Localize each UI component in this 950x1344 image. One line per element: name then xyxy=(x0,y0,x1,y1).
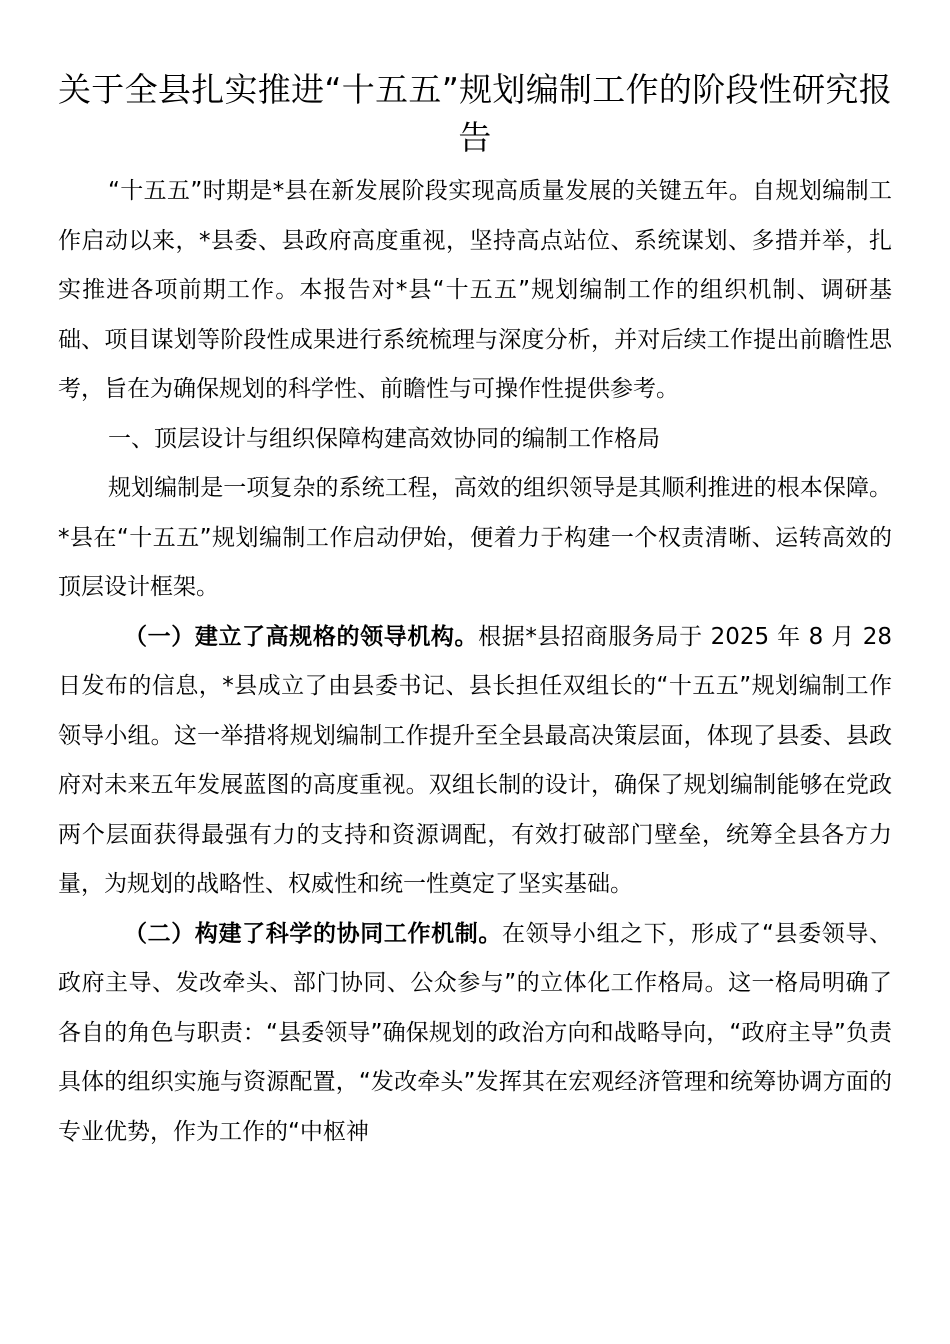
subsection-lead-1: （一）建立了高规格的领导机构。 xyxy=(124,623,479,650)
subsection-lead-2: （二）构建了科学的协同工作机制。 xyxy=(124,920,503,947)
subsection-paragraph-2 xyxy=(58,910,892,1158)
intro-paragraph: “十五五”时期是*县在新发展阶段实现高质量发展的关键五年。自规划编制工作启动以来，*县委、县政府高度重视，坚持高点站位、系统谋划、多措并举，扎实推进各项前期工作。本报告对*县“十五五”规划编制工作的组织机制、调研基础、项目谋划等阶段性成果进行系统梳理与深度分析，并对后续工作提出前瞻性思考，旨在为确保规划的科学性、前瞻性与可操作性提供参考。 xyxy=(58,178,892,402)
section-intro-paragraph: 规划编制是一项复杂的系统工程，高效的组织领导是其顺利推进的根本保障。*县在“十五五”规划编制工作启动伊始，便着力于构建一个权责清晰、运转高效的顶层设计框架。 xyxy=(58,475,892,600)
document-title: 关于全县扎实推进“十五五”规划编制工作的阶段性研究报告 xyxy=(58,70,892,157)
document-page xyxy=(58,66,892,1157)
subsection-body-1: 根据*县招商服务局于 2025 年 8 月 28 日发布的信息，*县成立了由县委书记、县长担任双组长的“十五五”规划编制工作领导小组。这一举措将规划编制工作提升至全县最高决策层面，体现了县委、县政府对未来五年发展蓝图的高度重视。双组长制的设计，确保了规划编制能够在党政两个层面获得最强有力的支持和资源调配，有效打破部门壁垒，统筹全县各方力量，为规划的战略性、权威性和统一性奠定了坚实基础。 xyxy=(58,623,892,897)
section-heading: 一、顶层设计与组织保障构建高效协同的编制工作格局 xyxy=(108,425,660,452)
subsection-body-2: 在领导小组之下，形成了“县委领导、政府主导、发改牵头、部门协同、公众参与”的立体化工作格局。这一格局明确了各自的角色与职责：“县委领导”确保规划的政治方向和战略导向，“政府主导”负责具体的组织实施与资源配置，“发改牵头”发挥其在宏观经济管理和统筹协调方面的专业优势，作为工作的“中枢神 xyxy=(58,920,893,1145)
subsection-paragraph-1 xyxy=(58,613,892,910)
